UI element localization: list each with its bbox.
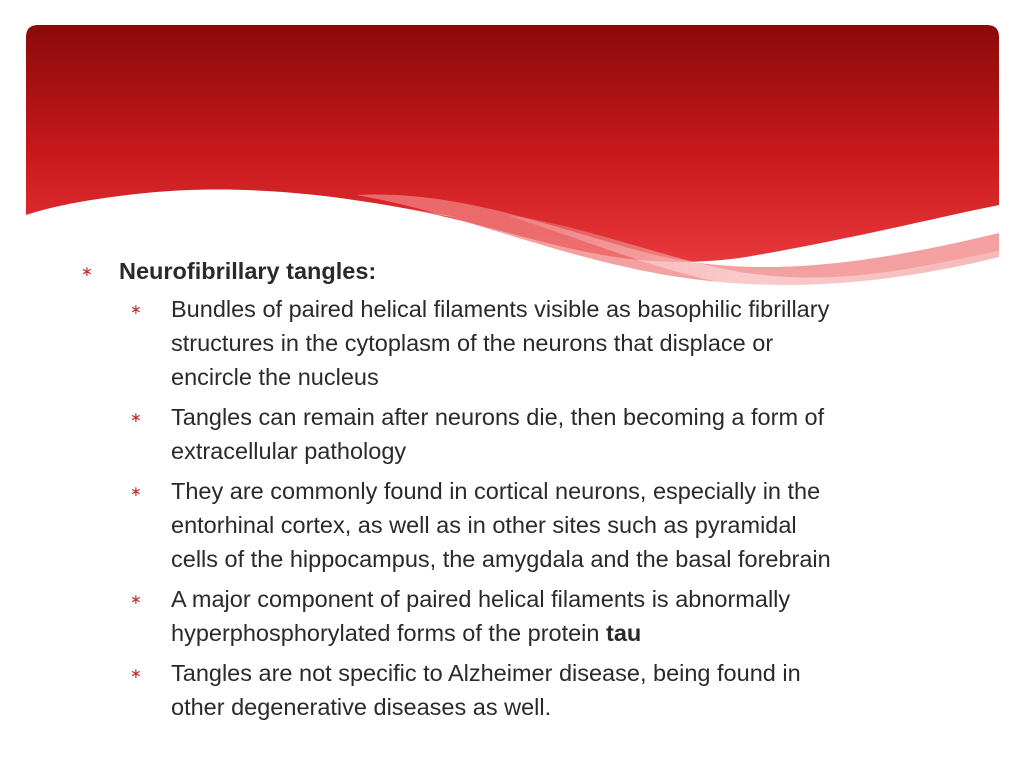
bullet-text-line: They are commonly found in cortical neurons, especially in the: [171, 478, 821, 504]
list-item: [78, 474, 978, 576]
bullet-text-line: extracellular pathology: [171, 438, 407, 464]
emphasized-term: tau: [606, 620, 642, 646]
bullet-text-line: cells of the hippocampus, the amygdala and the basal forebrain: [171, 546, 831, 572]
bullet-text-line: encircle the nucleus: [171, 364, 379, 390]
bullet-text-line: Tangles are not specific to Alzheimer disease, being found in: [171, 660, 801, 686]
heading-bullet: [78, 254, 978, 288]
bullet-text-line-with-emphasis: [171, 616, 978, 650]
slide-body: [78, 254, 978, 730]
bullet-text-line: Tangles can remain after neurons die, then becoming a form of: [171, 404, 825, 430]
list-item: [78, 582, 978, 650]
bullet-text-line: structures in the cytoplasm of the neurons that displace or: [171, 330, 774, 356]
bullet-text-line: A major component of paired helical filaments is abnormally: [171, 586, 791, 612]
asterisk-bullet-icon: ∗: [130, 591, 142, 607]
bullet-text-line: other degenerative diseases as well.: [171, 694, 552, 720]
asterisk-bullet-icon: ∗: [130, 483, 142, 499]
asterisk-bullet-icon: ∗: [130, 665, 142, 681]
list-item: [78, 400, 978, 468]
bullet-text-line: Bundles of paired helical filaments visible as basophilic fibrillary: [171, 296, 830, 322]
asterisk-bullet-icon: ∗: [130, 301, 142, 317]
asterisk-bullet-icon: ∗: [130, 409, 142, 425]
bullet-text-fragment: hyperphosphorylated forms of the protein: [171, 620, 607, 646]
asterisk-bullet-icon: ∗: [81, 263, 93, 279]
list-item: [78, 656, 978, 724]
bullet-text-line: entorhinal cortex, as well as in other sites such as pyramidal: [171, 512, 797, 538]
slide-heading: Neurofibrillary tangles:: [119, 258, 377, 284]
list-item: [78, 292, 978, 394]
